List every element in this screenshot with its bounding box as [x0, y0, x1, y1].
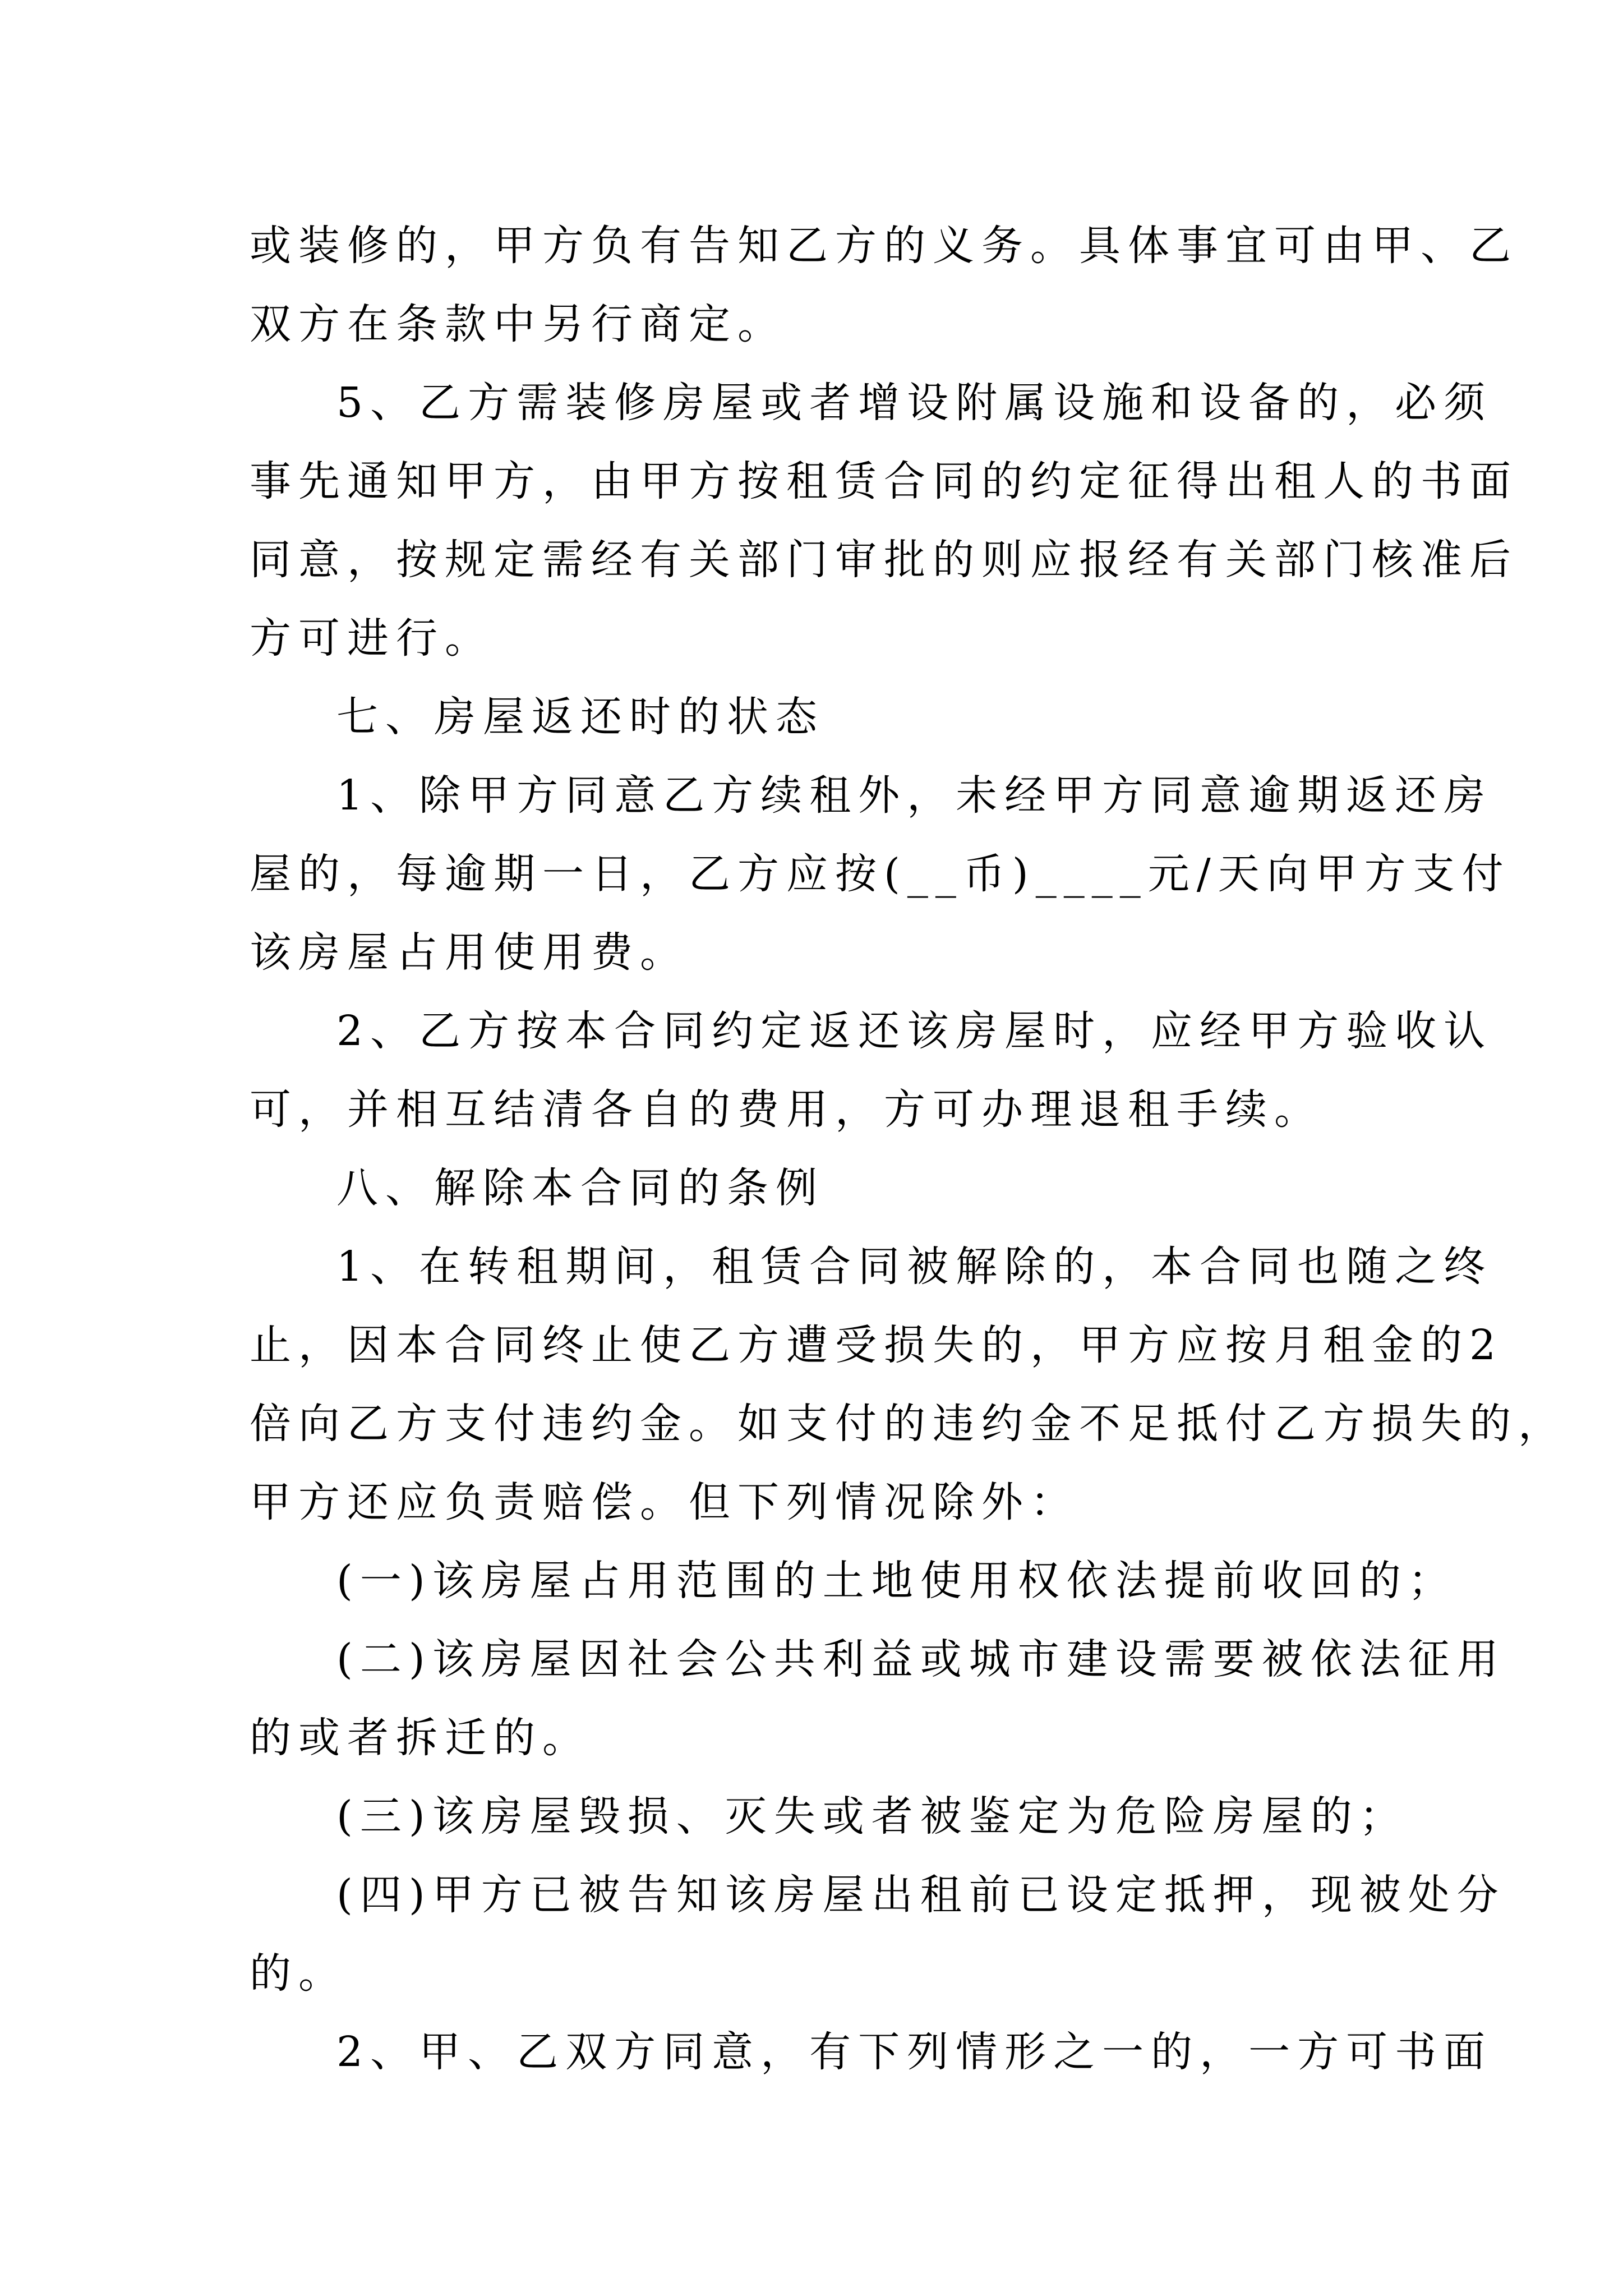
text-line: 可，并相互结清各自的费用，方可办理退租手续。 — [250, 1085, 1323, 1134]
text-line: 甲方还应负责赔偿。但下列情况除外： — [250, 1478, 1079, 1526]
text-line: 该房屋占用使用费。 — [250, 928, 689, 977]
text-line: 或装修的，甲方负有告知乙方的义务。具体事宜可由甲、乙 — [250, 222, 1518, 270]
text-line: 2、乙方按本合同约定返还该房屋时，应经甲方验收认 — [336, 1007, 1493, 1055]
text-line: 1、除甲方同意乙方续租外，未经甲方同意逾期返还房 — [336, 771, 1493, 820]
text-line: (二)该房屋因社会公共利益或城市建设需要被依法征用 — [336, 1635, 1506, 1683]
text-line: (四)甲方已被告知该房屋出租前已设定抵押，现被处分 — [336, 1871, 1506, 1919]
text-line: 1、在转租期间，租赁合同被解除的，本合同也随之终 — [336, 1243, 1493, 1291]
text-line: 倍向乙方支付违约金。如支付的违约金不足抵付乙方损失的， — [250, 1400, 1567, 1448]
text-line: 事先通知甲方，由甲方按租赁合同的约定征得出租人的书面 — [250, 457, 1518, 505]
section-heading: 七、房屋返还时的状态 — [336, 693, 824, 741]
text-line: (三)该房屋毁损、灭失或者被鉴定为危险房屋的； — [336, 1792, 1408, 1841]
document-body — [250, 206, 1567, 2091]
section-heading: 八、解除本合同的条例 — [336, 1164, 824, 1212]
text-line: 的或者拆迁的。 — [250, 1714, 591, 1762]
text-line: (一)该房屋占用范围的土地使用权依法提前收回的； — [336, 1557, 1457, 1605]
text-line: 2、甲、乙双方同意，有下列情形之一的，一方可书面 — [336, 2028, 1493, 2076]
text-line: 止，因本合同终止使乙方遭受损失的，甲方应按月租金的2 — [250, 1321, 1504, 1369]
text-line: 同意，按规定需经有关部门审批的则应报经有关部门核准后 — [250, 536, 1518, 584]
text-line: 方可进行。 — [250, 614, 494, 662]
text-line: 屋的，每逾期一日，乙方应按(__币)____元/天向甲方支付 — [250, 850, 1511, 898]
text-line: 的。 — [250, 1949, 347, 1998]
text-line: 双方在条款中另行商定。 — [250, 300, 786, 348]
text-line: 5、乙方需装修房屋或者增设附属设施和设备的，必须 — [336, 379, 1493, 427]
